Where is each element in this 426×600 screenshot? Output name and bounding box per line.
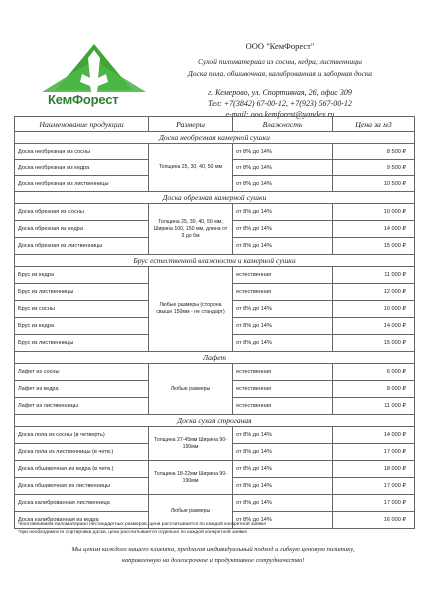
table-row [15, 364, 415, 381]
product-name: Доска необрезная из лиственницы [15, 176, 149, 192]
product-price: 17 000 ₽ [333, 444, 415, 461]
product-humidity: от 8% до 14% [233, 318, 333, 335]
table-row [15, 495, 415, 512]
company-motto [10, 544, 416, 566]
product-name: Брус из лиственницы [15, 284, 149, 301]
product-size: Толщина 18-22мм Ширина 90-190мм [149, 461, 233, 495]
product-price: 17 000 ₽ [333, 495, 415, 512]
product-price: 10 000 ₽ [333, 301, 415, 318]
document-header [0, 0, 426, 119]
product-size: Любые размеры [149, 364, 233, 415]
company-phone: Тел: +7(3842) 67-00-12, +7(923) 567-00-12 [208, 99, 352, 108]
product-price: 14 000 ₽ [333, 318, 415, 335]
product-name: Доска обшивочная из лиственницы [15, 478, 149, 495]
product-price: 8 500 ₽ [333, 144, 415, 160]
product-humidity: естественная [233, 381, 333, 398]
company-address: г. Кемерово, ул. Спортивная, 26, офис 309 [208, 88, 352, 97]
table-row [15, 267, 415, 284]
product-size: Толщина 25, 30, 40, 50 мм, Ширина 100, 150 мм, длина от 3 до 6м [149, 204, 233, 255]
section-title: Доска необрезная камерной сушки [15, 132, 415, 144]
product-name: Брус из кедра [15, 267, 149, 284]
product-price: 16 000 ₽ [333, 512, 415, 529]
product-price: 9 500 ₽ [333, 160, 415, 176]
product-name: Доска обрезная из сосны [15, 204, 149, 221]
product-name: Доска калиброванная из кедра [15, 512, 149, 529]
product-name: Брус из лиственницы [15, 335, 149, 352]
product-size: Толщина 27-45мм Ширина 90-190мм [149, 427, 233, 461]
price-table [14, 116, 415, 529]
table-row [15, 461, 415, 478]
footnotes [18, 521, 418, 537]
section-title: Доска обрезная камерной сушки [15, 192, 415, 204]
product-humidity: от 8% до 14% [233, 427, 333, 444]
product-humidity: естественная [233, 398, 333, 415]
product-price: 17 000 ₽ [333, 478, 415, 495]
product-price: 11 000 ₽ [333, 398, 415, 415]
product-price: 11 000 ₽ [333, 267, 415, 284]
product-price: 10 500 ₽ [333, 176, 415, 192]
footnote-sorting: *при необходимости сортировки доски, цена рассчитывается отдельно по каждой конкретной заявке [18, 530, 248, 535]
product-humidity: от 8% до 14% [233, 160, 333, 176]
product-humidity: от 8% до 14% [233, 204, 333, 221]
product-humidity: от 8% до 14% [233, 478, 333, 495]
product-humidity: от 8% до 14% [233, 495, 333, 512]
company-name: ООО "КемФорест" [245, 41, 315, 51]
product-price: 8 000 ₽ [333, 381, 415, 398]
product-humidity: естественная [233, 364, 333, 381]
product-humidity: от 8% до 14% [233, 176, 333, 192]
product-price: 12 000 ₽ [333, 284, 415, 301]
product-humidity: от 8% до 14% [233, 221, 333, 238]
product-size: Любые размеры (сторона свыше 150мм - не стандарт) [149, 267, 233, 352]
section-title: Брус естественной влажности и камерной сушки [15, 255, 415, 267]
product-humidity: естественная [233, 284, 333, 301]
product-name: Доска обрезная из лиственницы [15, 238, 149, 255]
product-name: Лафет из лиственницы [15, 398, 149, 415]
table-row [15, 204, 415, 221]
product-humidity: от 8% до 14% [233, 144, 333, 160]
product-name: Доска пола из лиственницы (в четв.) [15, 444, 149, 461]
product-price: 15 000 ₽ [333, 335, 415, 352]
product-humidity: от 8% до 14% [233, 461, 333, 478]
product-name: Доска обрезная из кедра [15, 221, 149, 238]
product-humidity: от 8% до 14% [233, 335, 333, 352]
column-header-product: Наименование продукции [15, 117, 149, 132]
table-header-row [15, 117, 415, 132]
product-name: Доска обшивочная из кедра (в четв.) [15, 461, 149, 478]
product-name: Лафет из кедра [15, 381, 149, 398]
product-humidity: от 8% до 14% [233, 238, 333, 255]
company-tagline-1: Сухой пиломатериал из сосны, кедра, лиственницы [198, 57, 362, 66]
product-price: 18 000 ₽ [333, 461, 415, 478]
section-title: Лафет [15, 352, 415, 364]
product-name: Брус из сосны [15, 301, 149, 318]
column-header-size: Размеры [149, 117, 233, 132]
table-row [15, 144, 415, 160]
product-price: 10 000 ₽ [333, 204, 415, 221]
product-humidity: от 8% до 14% [233, 301, 333, 318]
section-title: Доска сухая строганая [15, 415, 415, 427]
footnote-nonstandard: *изготавливаем пиломатериал нестандартных размеров, цена рассчитывается по каждой конкретной заявке [18, 522, 267, 527]
motto-line-1: Мы ценим каждого нашего клиента, предлагая индивидуальный подход и гибкую ценовую политику, [71, 546, 355, 553]
product-humidity: от 8% до 14% [233, 512, 333, 529]
logo-text: КемФорест [48, 92, 119, 107]
product-name: Доска пола из сосны (в четверть) [15, 427, 149, 444]
product-name: Доска необрезная из сосны [15, 144, 149, 160]
product-name: Доска калиброванная лиственница [15, 495, 149, 512]
product-price: 14 000 ₽ [333, 221, 415, 238]
product-humidity: естественная [233, 267, 333, 284]
product-size: Любые размеры [149, 495, 233, 529]
column-header-humidity: Влажность [233, 117, 333, 132]
product-price: 15 000 ₽ [333, 238, 415, 255]
product-humidity: от 8% до 14% [233, 444, 333, 461]
product-name: Доска необрезная из кедра [15, 160, 149, 176]
product-price: 6 000 ₽ [333, 364, 415, 381]
product-name: Лафет из сосны [15, 364, 149, 381]
motto-line-2: направленную на долгосрочное и продуктивное сотрудничество! [121, 557, 305, 564]
company-tagline-2: Доска пола, обшивочная, калиброванная и заборная доска [188, 69, 372, 78]
product-price: 14 000 ₽ [333, 427, 415, 444]
table-row [15, 427, 415, 444]
product-size: Толщина 25, 30, 40, 50 мм [149, 144, 233, 192]
company-email: e-mail: ooo.kemforest@yandex.ru [225, 110, 335, 119]
column-header-price: Цена за м3 [333, 117, 415, 132]
product-name: Брус из кедра [15, 318, 149, 335]
company-info [170, 40, 390, 120]
